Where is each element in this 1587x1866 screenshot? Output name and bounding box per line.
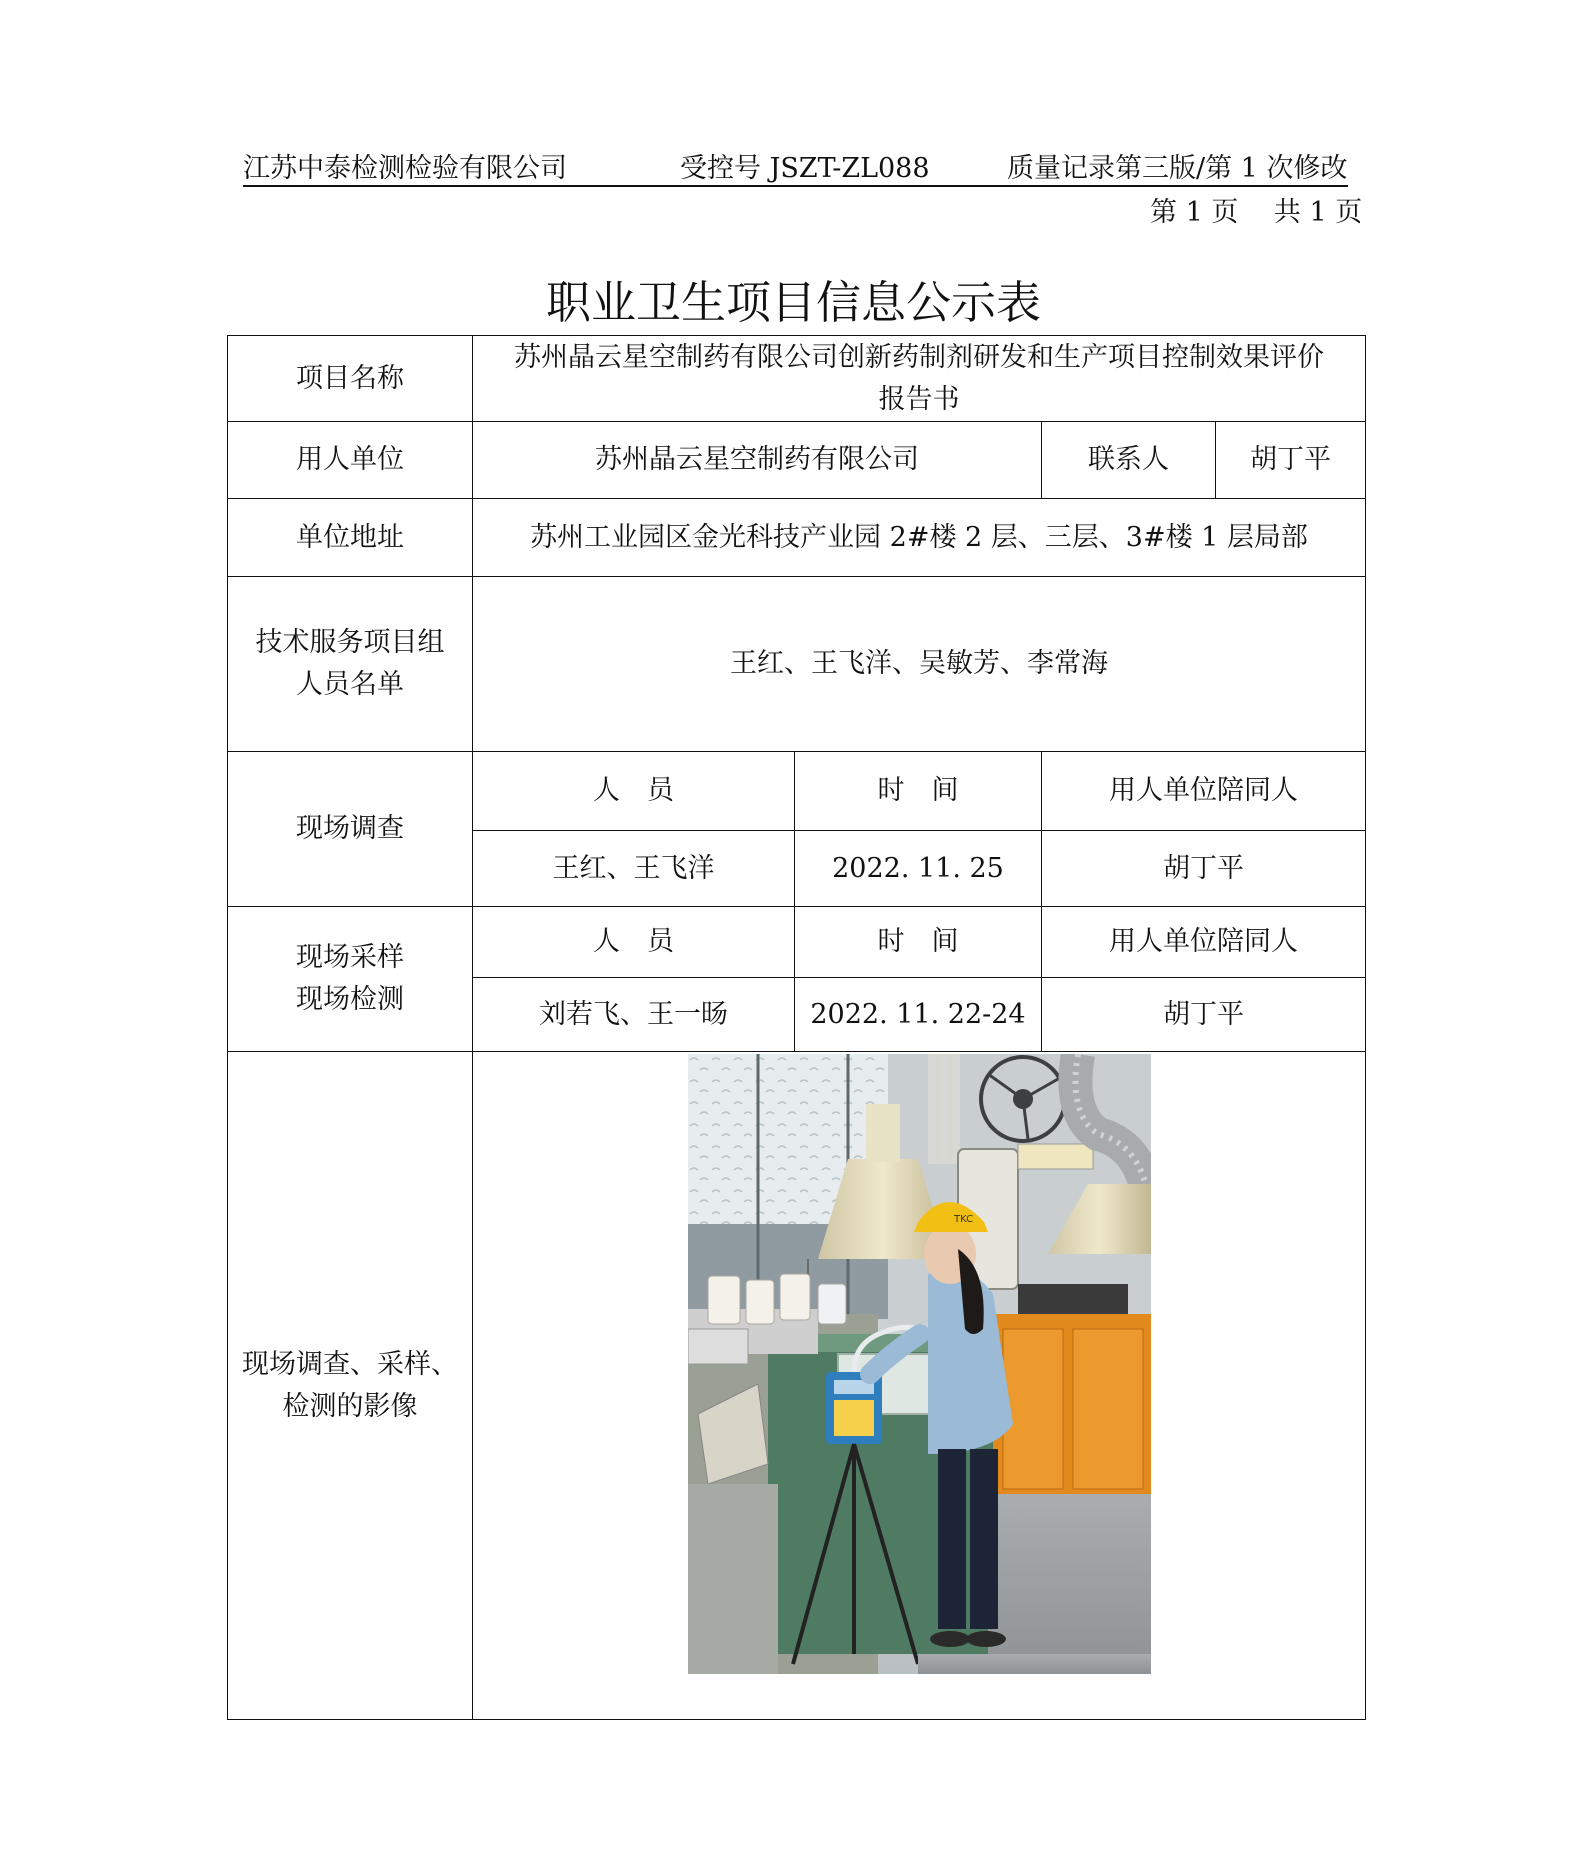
image-cell [473,1052,1366,1720]
row-sampling-header [228,907,1366,978]
page-title: 职业卫生项目信息公示表 [545,276,1041,329]
survey-col-personnel: 人 员 [473,752,795,831]
site-photo-svg [688,1054,1151,1674]
sampling-personnel: 刘若飞、王一旸 [473,978,795,1052]
row-team [228,577,1366,752]
row-project-name [228,336,1366,422]
sampling-col-time: 时 间 [795,907,1042,978]
project-name-label: 项目名称 [228,336,473,422]
sampling-col-personnel: 人 员 [473,907,795,978]
site-photo [688,1054,1151,1674]
info-table [227,335,1366,1720]
address-value: 苏州工业园区金光科技产业园 2#楼 2 层、三层、3#楼 1 层局部 [473,499,1366,577]
survey-escort: 胡丁平 [1042,831,1366,907]
header-company: 江苏中泰检测检验有限公司 [243,153,567,184]
survey-time: 2022. 11. 25 [795,831,1042,907]
contact-label: 联系人 [1042,422,1216,499]
sampling-label [228,907,473,1052]
sampling-escort: 胡丁平 [1042,978,1366,1052]
employer-value: 苏州晶云星空制药有限公司 [473,422,1042,499]
employer-label: 用人单位 [228,422,473,499]
sampling-time: 2022. 11. 22-24 [795,978,1042,1052]
survey-col-escort: 用人单位陪同人 [1042,752,1366,831]
image-label [228,1052,473,1720]
row-image [228,1052,1366,1720]
sampling-label-line2: 现场检测 [296,984,404,1015]
header-divider [243,185,1348,187]
survey-personnel: 王红、王飞洋 [473,831,795,907]
sampling-col-escort: 用人单位陪同人 [1042,907,1366,978]
project-name-value [473,336,1366,422]
sampling-label-line1: 现场采样 [296,942,404,973]
survey-label: 现场调查 [228,752,473,907]
team-label-line2: 人员名单 [296,669,404,700]
page-info: 第 1 页 共 1 页 [1150,197,1363,228]
image-label-line1: 现场调查、采样、 [242,1348,458,1380]
project-name-line1: 苏州晶云星空制药有限公司创新药制剂研发和生产项目控制效果评价 [514,341,1324,373]
image-label-line2: 检测的影像 [282,1390,418,1422]
row-address [228,499,1366,577]
address-label: 单位地址 [228,499,473,577]
project-name-line2: 报告书 [878,383,960,415]
contact-value: 胡丁平 [1216,422,1366,499]
team-value: 王红、王飞洋、吴敏芳、李常海 [473,577,1366,752]
team-label-line1: 技术服务项目组 [255,627,445,658]
row-survey-header [228,752,1366,831]
header-control-no: 受控号 JSZT-ZL088 [680,153,930,184]
worker-legs [938,1449,966,1629]
survey-col-time: 时 间 [795,752,1042,831]
helmet-text: TKC [953,1214,973,1225]
header-quality-record: 质量记录第三版/第 1 次修改 [1007,153,1348,184]
photo-wrap [473,1052,1365,1719]
team-label [228,577,473,752]
row-employer [228,422,1366,499]
